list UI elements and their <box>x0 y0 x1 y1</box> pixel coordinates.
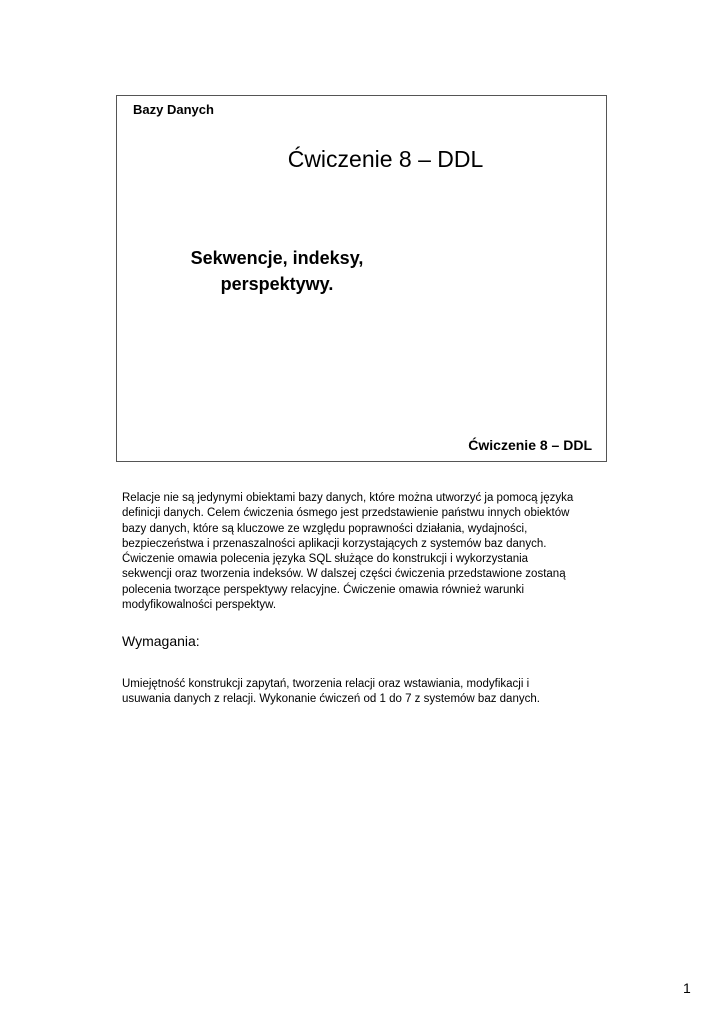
subtitle-line: Sekwencje, indeksy, <box>190 248 364 268</box>
slide-footer-title: Ćwiczenie 8 – DDL <box>468 437 592 453</box>
requirements-line: Umiejętność konstrukcji zapytań, tworzenia relacji oraz wstawiania, modyfikacji i <box>122 678 530 690</box>
notes-line: sekwencji oraz tworzenia indeksów. W dalszej części ćwiczenia przedstawione zostaną <box>122 568 566 581</box>
slide-frame <box>116 95 607 462</box>
requirements-paragraph <box>122 677 612 708</box>
notes-line: polecenia tworzące perspektywy relacyjne. Ćwiczenie omawia również warunki <box>122 583 525 596</box>
notes-line: definicji danych. Celem ćwiczenia ósmego jest przedstawienie państwu innych obiektów <box>122 507 570 520</box>
notes-line: bezpieczeństwa i przenaszalności aplikacji korzystających z systemów baz danych. <box>122 537 547 550</box>
notes-line: modyfikowalności perspektyw. <box>122 599 277 612</box>
subtitle-line: perspektywy. <box>220 274 334 294</box>
notes-paragraph <box>122 491 612 613</box>
notes-line: Ćwiczenie omawia polecenia języka SQL służące do konstrukcji i wykorzystania <box>122 553 529 566</box>
notes-line: Relacje nie są jedynymi obiektami bazy danych, które można utworzyć ja pomocą języka <box>122 492 574 504</box>
slide-subtitle <box>177 245 377 297</box>
requirements-heading: Wymagania: <box>122 633 200 649</box>
requirements-line: usuwania danych z relacji. Wykonanie ćwiczeń od 1 do 7 z systemów baz danych. <box>122 693 540 706</box>
page-number: 1 <box>683 980 691 996</box>
course-name: Bazy Danych <box>133 102 214 117</box>
notes-line: bazy danych, które są kluczowe ze względu poprawności działania, wydajności, <box>122 522 528 535</box>
slide-title: Ćwiczenie 8 – DDL <box>287 146 484 172</box>
